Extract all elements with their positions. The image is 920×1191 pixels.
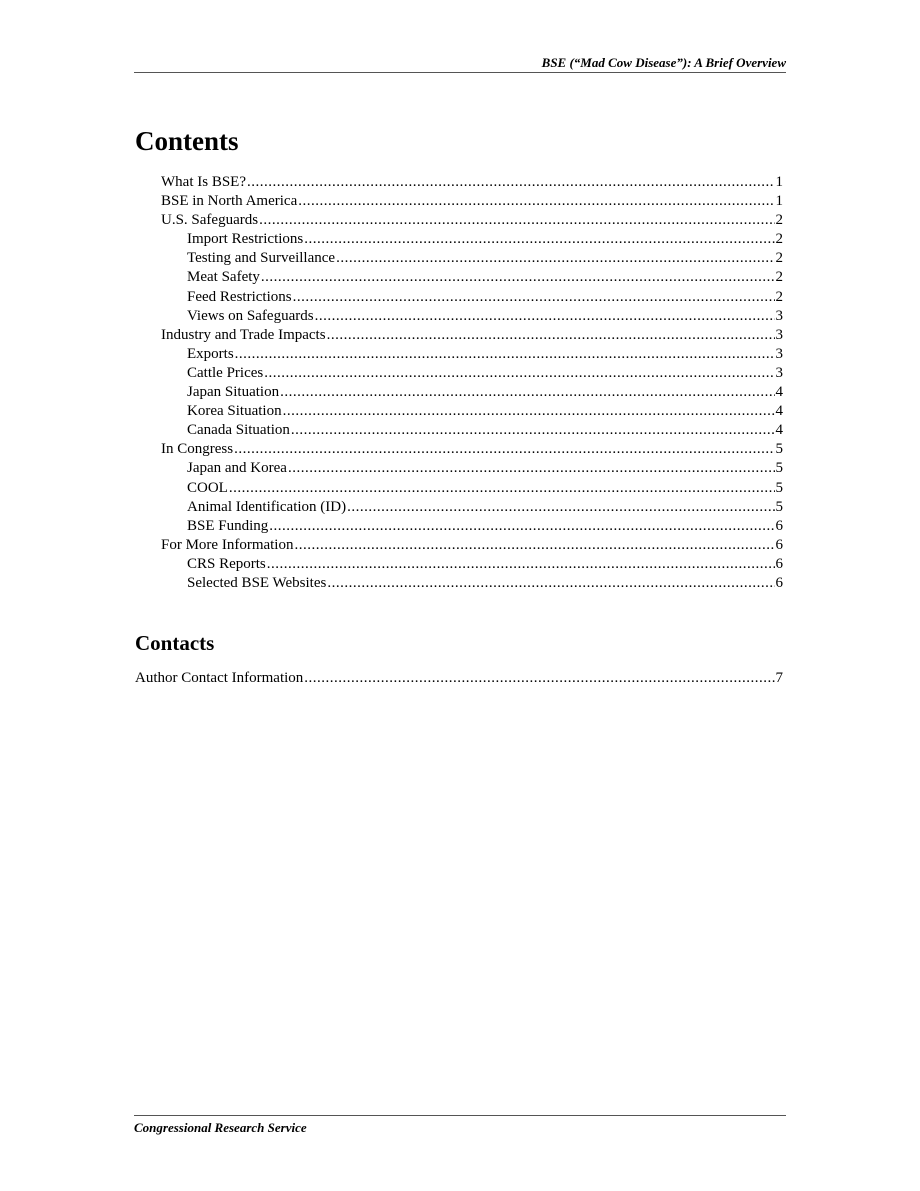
contents-heading: Contents [135,126,239,156]
toc-entry-title: BSE in North America [161,193,298,210]
toc-entry-title: Animal Identification (ID) [187,498,347,515]
toc-leader-dots [315,307,775,326]
toc-entry-title: Korea Situation [187,403,282,420]
toc-entry-title: Meat Safety [187,269,260,286]
toc-entry-page: 6 [775,555,783,572]
toc-entry-exports[interactable] [161,345,783,364]
toc-entry-in-congress[interactable] [161,440,783,459]
toc-entry-title: BSE Funding [187,517,269,534]
toc-leader-dots [327,574,774,593]
running-header: BSE (“Mad Cow Disease”): A Brief Overview [134,55,786,73]
toc-entry-cool[interactable] [161,479,783,498]
toc-entry-page: 3 [775,364,783,381]
toc-entry-canada-situation[interactable] [161,421,783,440]
toc-entry-animal-identification[interactable] [161,498,783,517]
toc-entry-page: 2 [775,288,783,305]
toc-entry-page: 1 [775,174,783,190]
toc-entry-page: 4 [775,403,783,420]
toc-entry-meat-safety[interactable] [161,268,783,287]
running-footer: Congressional Research Service [134,1115,786,1136]
toc-entry-title: For More Information [161,536,294,553]
toc-entry-page: 3 [775,345,783,362]
toc-leader-dots [261,268,775,287]
toc-entry-selected-bse-websites[interactable] [161,574,783,593]
toc-entry-title: Feed Restrictions [187,288,292,305]
toc-leader-dots [259,211,774,230]
toc-entry-title: U.S. Safeguards [161,212,259,229]
toc-entry-page: 6 [775,574,783,591]
toc-leader-dots [229,479,775,498]
contacts-heading: Contacts [135,631,215,655]
toc-entry-page: 4 [775,422,783,439]
toc-entry-page: 6 [775,536,783,553]
toc-entry-industry-and-trade-impacts[interactable] [161,326,783,345]
table-of-contents [161,173,783,593]
toc-entry-title: Views on Safeguards [187,307,314,324]
toc-entry-for-more-information[interactable] [161,536,783,555]
toc-leader-dots [298,192,774,211]
toc-entry-title: Exports [187,345,234,362]
toc-entry-us-safeguards[interactable] [161,211,783,230]
toc-leader-dots [247,173,775,192]
toc-entry-title: Selected BSE Websites [187,574,327,591]
toc-entry-crs-reports[interactable] [161,555,783,574]
toc-entry-bse-funding[interactable] [161,517,783,536]
toc-entry-title: COOL [187,479,228,496]
toc-leader-dots [327,326,775,345]
toc-entry-title: Industry and Trade Impacts [161,326,326,343]
toc-entry-page: 5 [775,441,783,458]
toc-leader-dots [288,459,775,478]
toc-entry-title: Canada Situation [187,422,290,439]
toc-entry-japan-and-korea[interactable] [161,459,783,478]
toc-leader-dots [347,498,774,517]
toc-leader-dots [283,402,775,421]
toc-entry-page: 3 [775,326,783,343]
toc-entry-testing-and-surveillance[interactable] [161,249,783,268]
toc-leader-dots [291,421,775,440]
toc-entry-title: What Is BSE? [161,174,246,190]
toc-entry-what-is-bse[interactable] [161,173,783,192]
toc-entry-title: Author Contact Information [135,670,304,686]
toc-entry-title: In Congress [161,441,234,458]
toc-leader-dots [304,230,774,249]
toc-entry-import-restrictions[interactable] [161,230,783,249]
toc-entry-title: Japan Situation [187,384,280,401]
toc-entry-page: 1 [775,193,783,210]
toc-leader-dots [293,288,775,307]
toc-entry-title: Cattle Prices [187,364,264,381]
toc-entry-page: 4 [775,384,783,401]
toc-entry-feed-restrictions[interactable] [161,288,783,307]
toc-entry-author-contact-information[interactable] [135,669,783,688]
toc-entry-bse-in-north-america[interactable] [161,192,783,211]
toc-entry-page: 2 [775,250,783,267]
toc-entry-title: Japan and Korea [187,460,287,477]
toc-entry-page: 3 [775,307,783,324]
toc-entry-korea-situation[interactable] [161,402,783,421]
toc-entry-title: Testing and Surveillance [187,250,336,267]
toc-entry-page: 5 [775,498,783,515]
toc-entry-page: 6 [775,517,783,534]
toc-leader-dots [304,669,774,688]
toc-entry-cattle-prices[interactable] [161,364,783,383]
toc-leader-dots [234,440,774,459]
toc-leader-dots [235,345,775,364]
toc-leader-dots [267,555,775,574]
toc-entry-japan-situation[interactable] [161,383,783,402]
contacts-list [135,669,783,688]
toc-leader-dots [264,364,774,383]
toc-entry-page: 5 [775,460,783,477]
toc-entry-title: CRS Reports [187,555,266,572]
toc-entry-page: 7 [775,670,783,686]
toc-entry-views-on-safeguards[interactable] [161,307,783,326]
toc-entry-page: 5 [775,479,783,496]
toc-leader-dots [280,383,774,402]
toc-leader-dots [336,249,774,268]
toc-leader-dots [269,517,774,536]
toc-entry-page: 2 [775,269,783,286]
toc-leader-dots [294,536,774,555]
toc-entry-page: 2 [775,231,783,248]
toc-entry-title: Import Restrictions [187,231,304,248]
toc-entry-page: 2 [775,212,783,229]
